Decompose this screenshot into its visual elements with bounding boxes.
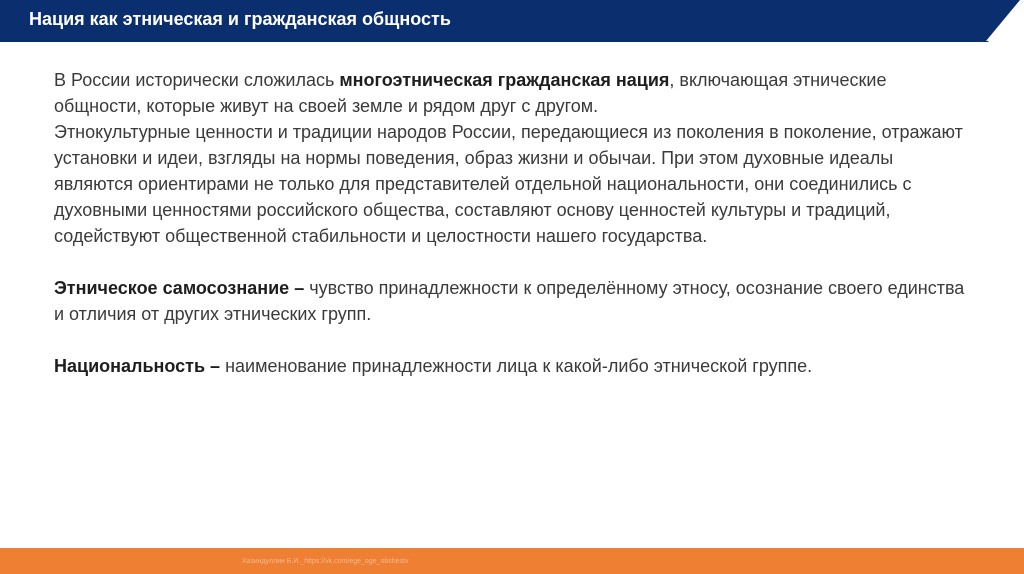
definition-text: наименование принадлежности лица к какой-либо этнической группе.: [220, 356, 813, 376]
footer-credit: Хазиндуллин Б.И._https://vk.com/ege_oge_obshestv: [242, 558, 409, 565]
definition-nationality: [54, 353, 974, 379]
intro-text-after: , включающая этнические общности, которые живут на своей земле и рядом друг с другом.: [54, 70, 887, 116]
intro-text-before: В России исторически сложилась: [54, 70, 340, 90]
intro-paragraph: [54, 67, 974, 119]
definition-term: Национальность –: [54, 356, 221, 376]
definition-ethnic-self-awareness: [54, 275, 974, 327]
definition-text: чувство принадлежности к определённому этносу, осознание своего единства и отличия от других этнических групп.: [54, 278, 965, 324]
definition-term: Этническое самосознание –: [54, 278, 305, 298]
spacer: [54, 249, 974, 275]
spacer: [54, 327, 974, 353]
main-content: [54, 67, 974, 379]
slide-title: Нация как этническая и гражданская общность: [29, 9, 451, 29]
intro-bold-term: многоэтническая гражданская нация: [339, 70, 670, 90]
values-paragraph: Этнокультурные ценности и традиции народов России, передающиеся из поколения в поколение, отражают установки и идеи, взгляды на нормы поведения, образ жизни и обычаи. При этом духовные идеалы являются ориентирами не только для представителей отдельной национальности, они соединились с духовными ценностями российского общества, составляют основу ценностей культуры и традиций, содействуют общественной стабильности и целостности нашего государства.: [54, 122, 963, 246]
footer-bar: [0, 548, 1024, 574]
header-bar: [0, 0, 1024, 42]
